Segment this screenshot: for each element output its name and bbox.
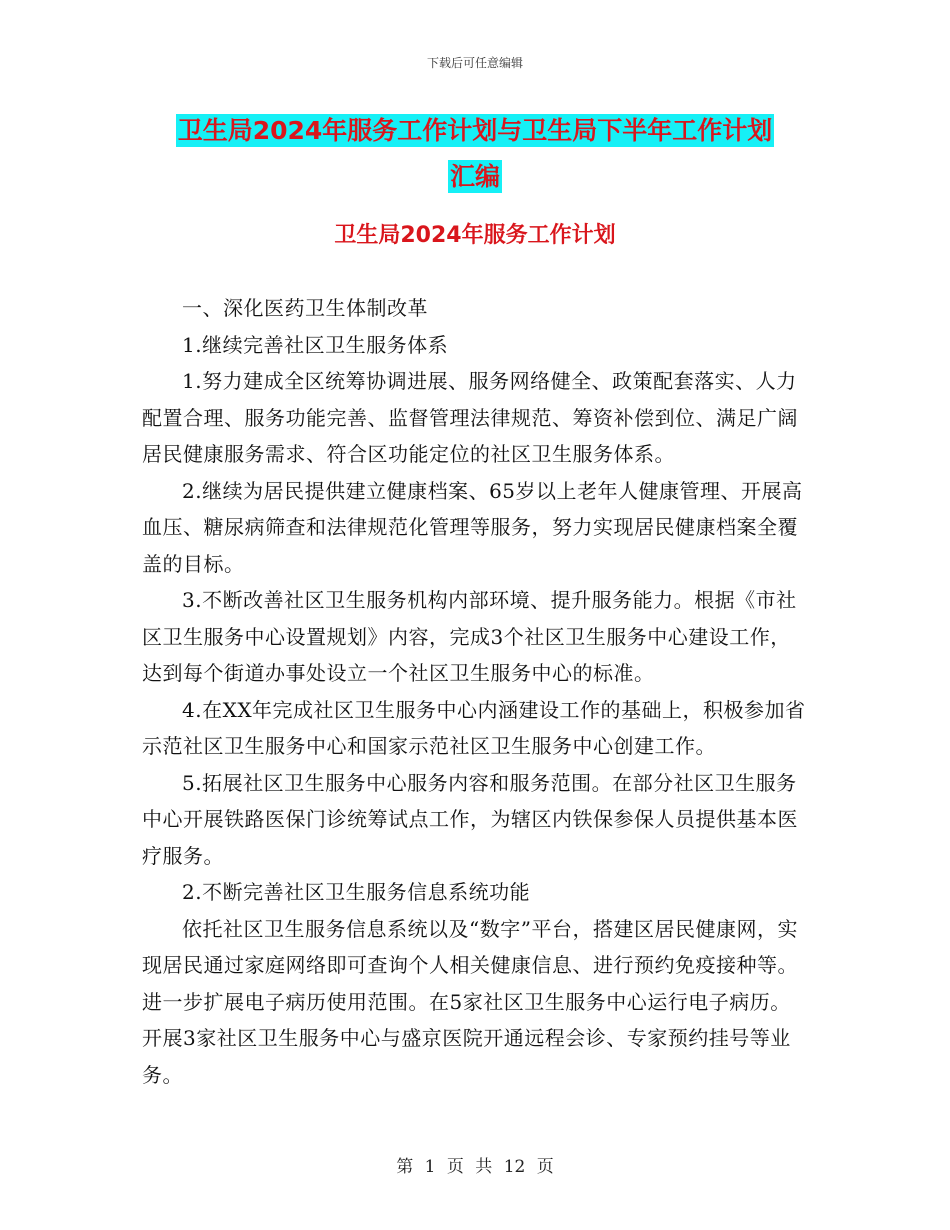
document-title <box>0 108 950 200</box>
paragraph: 3.不断改善社区卫生服务机构内部环境、提升服务能力。根据《市社区卫生服务中心设置规划》内容，完成3个社区卫生服务中心建设工作，达到每个街道办事处设立一个社区卫生服务中心的标准。 <box>142 588 797 685</box>
document-body <box>142 290 810 1093</box>
page-footer-number: 第 1 页 共 12 页 <box>396 1157 554 1177</box>
document-title-line-1: 卫生局2024年服务工作计划与卫生局下半年工作计划 <box>177 116 773 145</box>
paragraph: 一、深化医药卫生体制改革 <box>182 296 428 320</box>
paragraph: 2.继续为居民提供建立健康档案、65岁以上老年人健康管理、开展高血压、糖尿病筛查和法律规范化管理等服务，努力实现居民健康档案全覆盖的目标。 <box>142 478 803 576</box>
page-header-note: 下载后可任意编辑 <box>426 56 523 70</box>
document-title-line-2: 汇编 <box>449 162 500 191</box>
paragraph: 依托社区卫生服务信息系统以及“数字”平台，搭建区居民健康网，实现居民通过家庭网络即可查询个人相关健康信息、进行预约免疫接种等。进一步扩展电子病历使用范围。在5家社区卫生服务中心运行电子病历。开展3家社区卫生服务中心与盛京医院开通远程会诊、专家预约挂号等业务。 <box>142 916 798 1087</box>
paragraph: 2.不断完善社区卫生服务信息系统功能 <box>182 880 531 904</box>
paragraph: 5.拓展社区卫生服务中心服务内容和服务范围。在部分社区卫生服务中心开展铁路医保门诊统筹试点工作，为辖区内铁保参保人员提供基本医疗服务。 <box>142 770 798 868</box>
paragraph: 4.在XX年完成社区卫生服务中心内涵建设工作的基础上，积极参加省示范社区卫生服务中心和国家示范社区卫生服务中心创建工作。 <box>142 697 806 758</box>
section-title: 卫生局2024年服务工作计划 <box>334 223 616 248</box>
paragraph: 1.继续完善社区卫生服务体系 <box>182 332 449 357</box>
paragraph: 1.努力建成全区统筹协调进展、服务网络健全、政策配套落实、人力配置合理、服务功能完善、监督管理法律规范、筹资补偿到位、满足广阔居民健康服务需求、符合区功能定位的社区卫生服务体系。 <box>142 369 798 466</box>
